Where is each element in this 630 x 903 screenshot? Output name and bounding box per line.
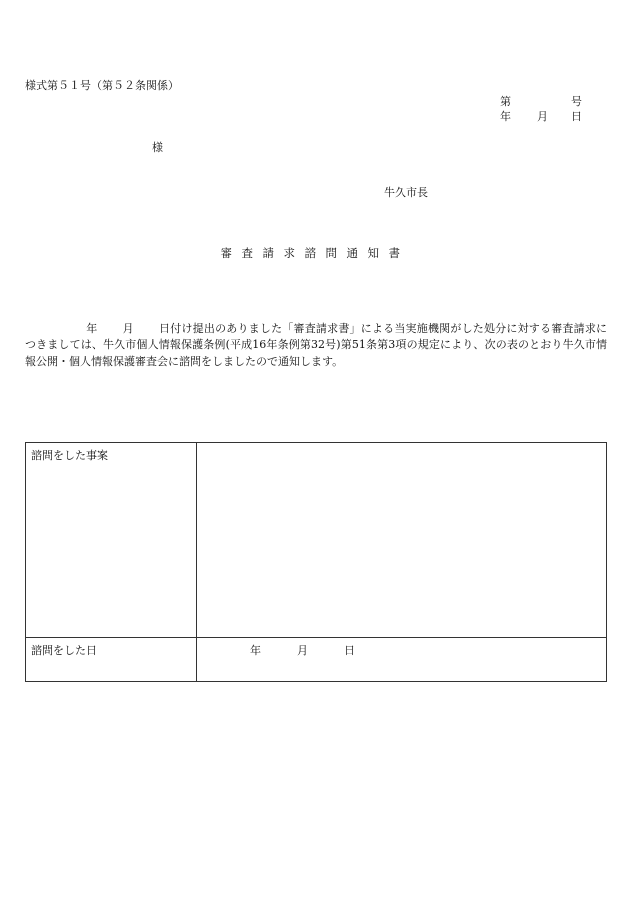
body-text: 日付け提出のありました「審査請求書」による当実施機関がした処分に対する審査請求につきましては、牛久市個人情報保護条例(平成16年条例第32号)第51条第3項の規定により、次の表のとおり牛久市情報公開・個人情報保護審査会に諮問をしましたので通知します。	[25, 322, 608, 368]
inquiry-date-day: 日	[344, 644, 355, 657]
body-year-label: 年	[86, 322, 98, 335]
body-paragraph	[25, 321, 607, 370]
document-number-label: 第	[500, 95, 511, 108]
date-year-label: 年	[500, 110, 511, 123]
date-month-label: 月	[537, 110, 548, 123]
inquiry-matter-value[interactable]	[197, 443, 607, 638]
sender-name: 牛久市長	[384, 186, 428, 199]
inquiry-table	[25, 442, 607, 682]
inquiry-date-month: 月	[297, 644, 308, 657]
date-day-label: 日	[571, 110, 582, 123]
form-number: 様式第５１号（第５２条関係）	[25, 79, 179, 92]
inquiry-date-label: 諮問をした日	[26, 638, 197, 682]
table-row	[26, 443, 607, 638]
inquiry-matter-label: 諮問をした事案	[26, 443, 197, 638]
inquiry-date-year: 年	[250, 644, 261, 657]
document-number-suffix: 号	[571, 95, 582, 108]
body-month-label: 月	[122, 322, 134, 335]
addressee-suffix: 様	[152, 141, 163, 154]
table-row	[26, 638, 607, 682]
inquiry-date-value[interactable]	[197, 638, 607, 682]
document-title: 審査請求諮問通知書	[220, 246, 410, 260]
